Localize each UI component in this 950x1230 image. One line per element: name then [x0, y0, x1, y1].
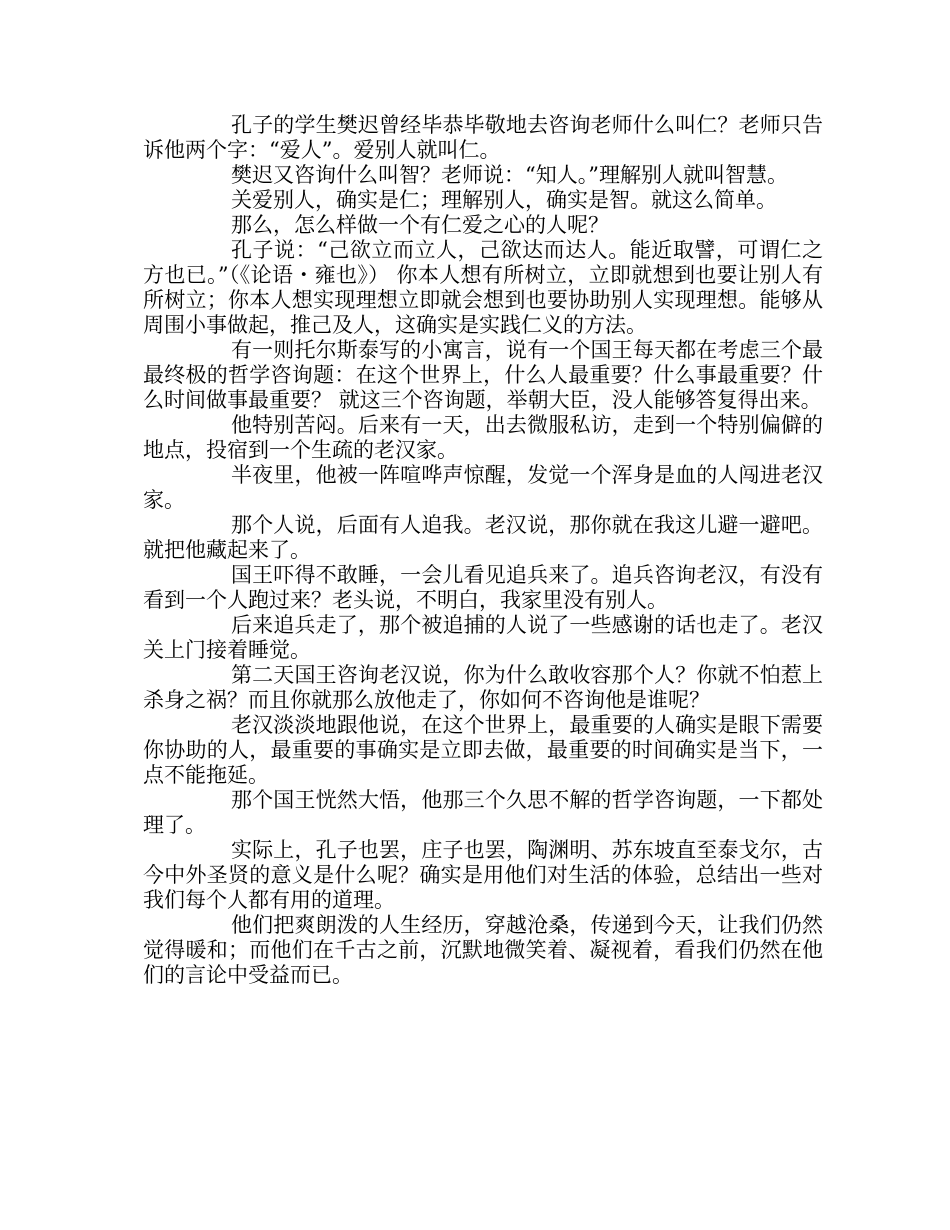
paragraph-2: 樊迟又咨询什么叫智？老师说：“知人。”理解别人就叫智慧。	[231, 163, 788, 187]
paragraph-12: 第二天国王咨询老汉说，你为什么敢收容那个人？你就不怕惹上杀身之祸？而且你就那么放他走了，你如何不咨询他是谁呢？	[143, 663, 823, 712]
paragraph-14: 那个国王恍然大悟，他那三个久思不解的哲学咨询题，一下都处理了。	[143, 788, 823, 837]
paragraph-3: 关爱别人，确实是仁；理解别人，确实是智。就这么简单。	[231, 188, 777, 212]
paragraph-1: 孔子的学生樊迟曾经毕恭毕敬地去咨询老师什么叫仁？老师只告诉他两个字：“爱人”。爱别人就叫仁。	[143, 113, 823, 162]
paragraph-4: 那么，怎么样做一个有仁爱之心的人呢？	[231, 213, 609, 237]
paragraph-7: 他特别苦闷。后来有一天，出去微服私访，走到一个特别偏僻的地点，投宿到一个生疏的老汉家。	[143, 413, 823, 462]
paragraph-9: 那个人说，后面有人追我。老汉说，那你就在我这儿避一避吧。就把他藏起来了。	[143, 513, 823, 562]
paragraph-13: 老汉淡淡地跟他说，在这个世界上，最重要的人确实是眼下需要你协助的人，最重要的事确实是立即去做，最重要的时间确实是当下，一点不能拖延。	[143, 713, 823, 787]
paragraph-5: 孔子说：“己欲立而立人，己欲达而达人。能近取譬，可谓仁之方也已。”（《论语・雍也》） 你本人想有所树立，立即就想到也要让别人有所树立；你本人想实现理想立即就会想到也要协助别人实现理想。能够从周围小事做起，推己及人，这确实是实践仁义的方法。	[143, 238, 823, 337]
paragraph-15: 实际上，孔子也罢，庄子也罢，陶渊明、苏东坡直至泰戈尔，古今中外圣贤的意义是什么呢？确实是用他们对生活的体验，总结出一些对我们每个人都有用的道理。	[143, 838, 823, 912]
paragraph-8: 半夜里，他被一阵喧哗声惊醒，发觉一个浑身是血的人闯进老汉家。	[143, 463, 823, 512]
paragraph-6: 有一则托尔斯泰写的小寓言，说有一个国王每天都在考虑三个最最终极的哲学咨询题：在这个世界上，什么人最重要？什么事最重要？什么时间做事最重要？ 就这三个咨询题，举朝大臣，没人能够答复得出来。	[143, 338, 823, 412]
paragraph-16: 他们把爽朗泼的人生经历，穿越沧桑，传递到今天，让我们仍然觉得暖和；而他们在千古之前，沉默地微笑着、凝视着，看我们仍然在他们的言论中受益而已。	[143, 913, 823, 987]
paragraph-10: 国王吓得不敢睡，一会儿看见追兵来了。追兵咨询老汉，有没有看到一个人跑过来？老头说，不明白，我家里没有别人。	[143, 563, 823, 612]
paragraph-11: 后来追兵走了，那个被追捕的人说了一些感谢的话也走了。老汉关上门接着睡觉。	[143, 613, 823, 662]
article-body	[143, 113, 823, 988]
